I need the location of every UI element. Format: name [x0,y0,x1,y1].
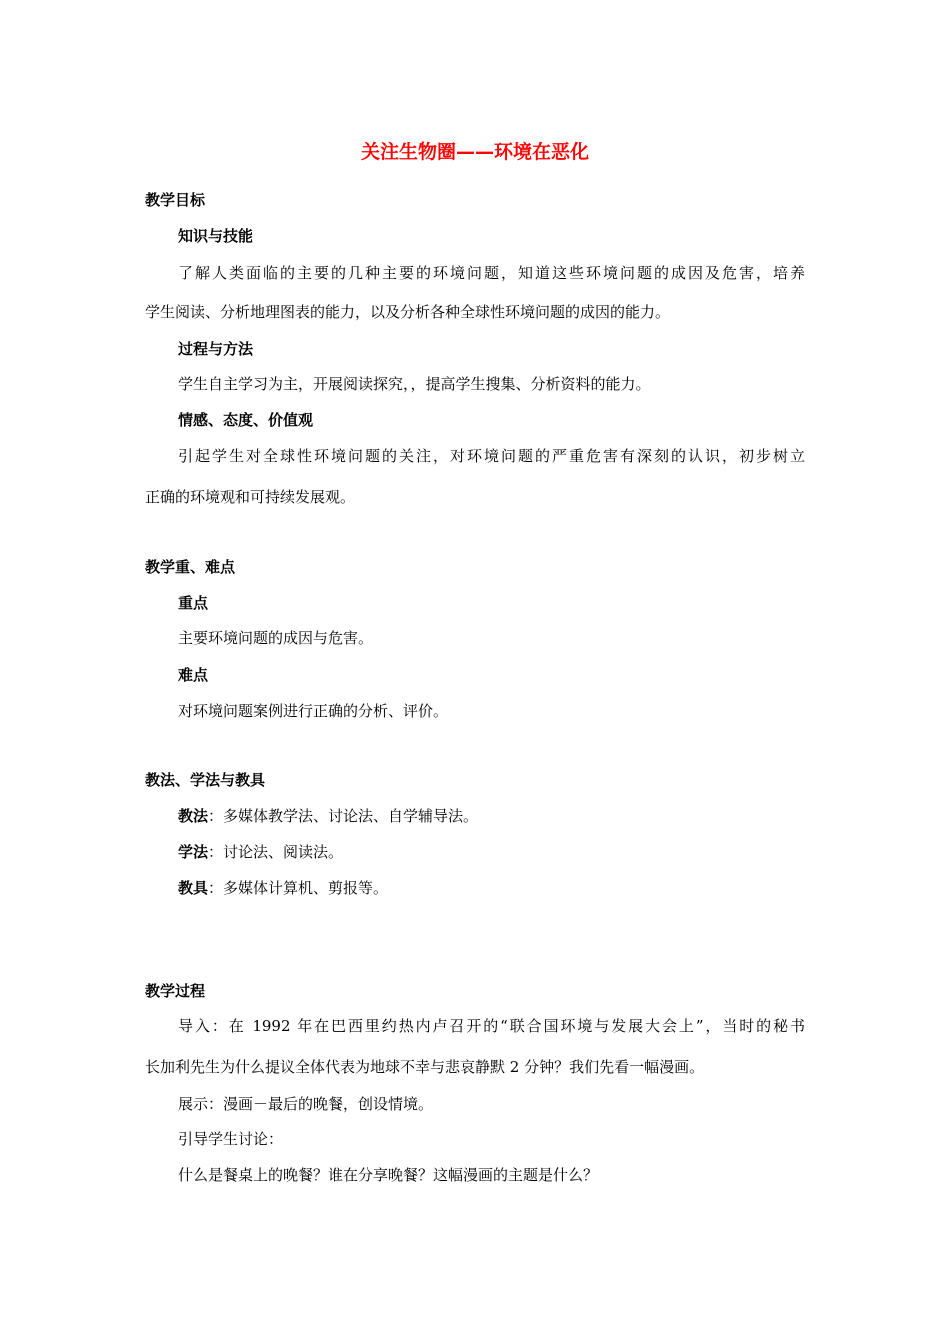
methods-tools [178,877,388,899]
methods-teaching [178,805,478,827]
paragraph-key: 主要环境问题的成因与危害。 [178,629,374,647]
paragraph-question: 什么是餐桌上的晚餐？谁在分享晚餐？这幅漫画的主题是什么？ [178,1166,599,1184]
paragraph-guide: 引导学生讨论： [178,1130,284,1148]
subheading-emotion: 情感、态度、价值观 [178,411,314,429]
paragraph-knowledge-line1: 了解人类面临的主要的几种主要的环境问题，知道这些环境问题的成因及危害，培养 [178,264,805,282]
paragraph-process-method: 学生自主学习为主，开展阅读探究，，提高学生搜集、分析资料的能力。 [178,375,651,393]
methods-tools-text: ：多媒体计算机、剪报等。 [208,879,389,897]
subheading-key: 重点 [178,594,209,612]
methods-learning-label: 学法 [178,843,209,861]
section-heading-process: 教学过程 [145,982,206,1000]
methods-learning [178,841,343,863]
paragraph-intro-line2: 长加利先生为什么提议全体代表为地球不幸与悲哀静默 2 分钟？我们先看一幅漫画。 [145,1058,705,1076]
paragraph-intro-line1: 导入：在 1992 年在巴西里约热内卢召开的“联合国环境与发展大会上”，当时的秘书 [178,1017,805,1035]
methods-teaching-text: ：多媒体教学法、讨论法、自学辅导法。 [208,807,479,825]
subheading-difficult: 难点 [178,666,209,684]
methods-teaching-label: 教法 [178,807,209,825]
paragraph-emotion-line2: 正确的环境观和可持续发展观。 [145,488,356,506]
section-heading-methods: 教法、学法与教具 [145,771,266,789]
subheading-process-method: 过程与方法 [178,340,254,358]
paragraph-emotion-line1: 引起学生对全球性环境问题的关注，对环境问题的严重危害有深刻的认识，初步树立 [178,447,805,465]
paragraph-show: 展示：漫画－最后的晚餐，创设情境。 [178,1095,434,1113]
subheading-knowledge: 知识与技能 [178,227,254,245]
methods-tools-label: 教具 [178,879,209,897]
paragraph-knowledge-line2: 学生阅读、分析地理图表的能力，以及分析各种全球性环境问题的成因的能力。 [145,303,671,321]
section-heading-keypoints: 教学重、难点 [145,558,236,576]
methods-learning-text: ：讨论法、阅读法。 [208,843,344,861]
paragraph-difficult: 对环境问题案例进行正确的分析、评价。 [178,702,449,720]
document-title: 关注生物圈——环境在恶化 [360,141,589,163]
section-heading-objectives: 教学目标 [145,191,206,209]
